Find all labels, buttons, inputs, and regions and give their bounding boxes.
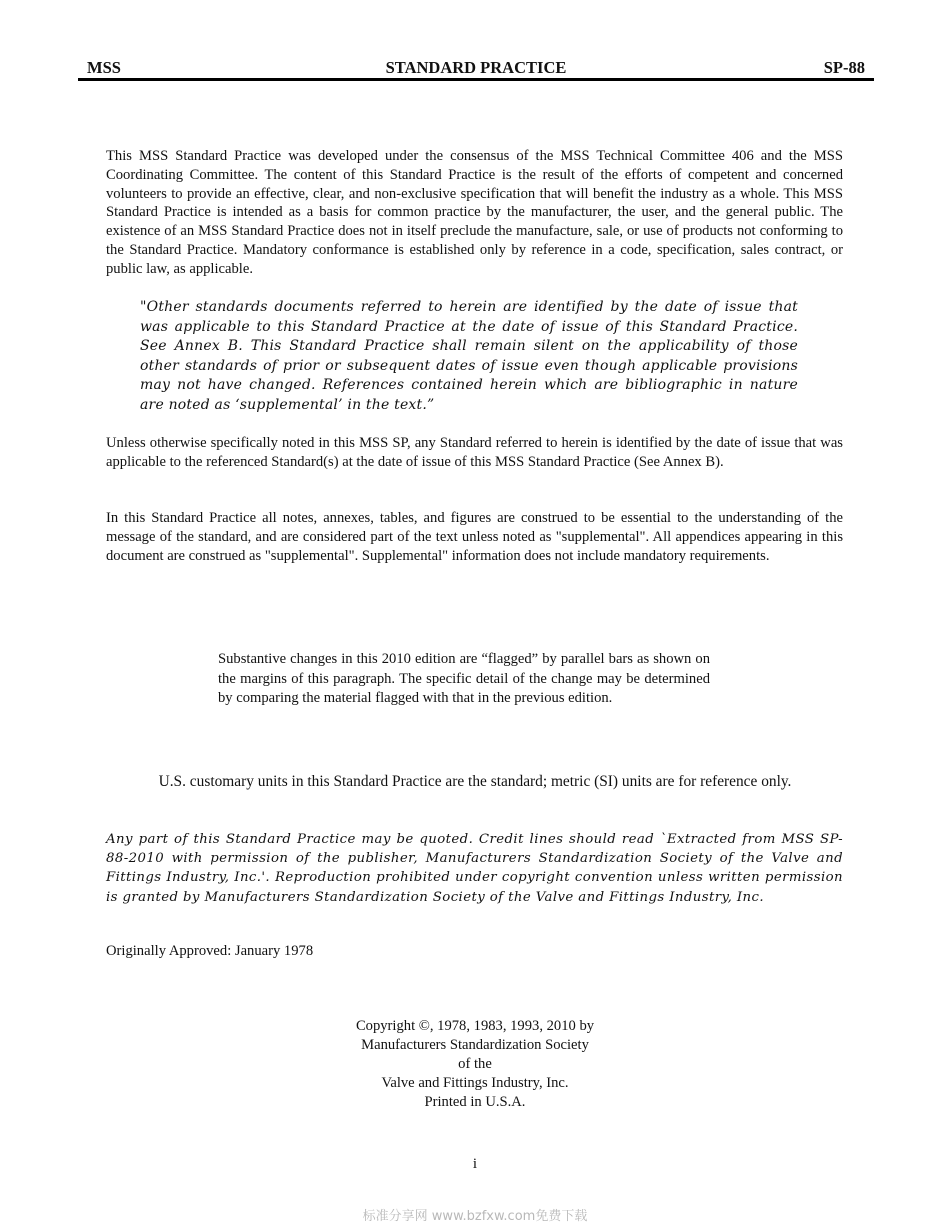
units-statement: U.S. customary units in this Standard Practice are the standard; metric (SI) units are for reference only.: [158, 773, 792, 790]
flagged-changes-paragraph: Substantive changes in this 2010 edition are “flagged” by parallel bars as shown on the margins of this paragraph. The specific detail of the change may be determined by comparing the material flagged with that in the previous edition.: [218, 651, 710, 707]
copyright-line: Manufacturers Standardization Society: [361, 1037, 589, 1053]
page-number: i: [472, 1156, 478, 1172]
header-organization: MSS: [87, 58, 121, 77]
copyright-line: Valve and Fittings Industry, Inc.: [381, 1075, 569, 1091]
copyright-line: Printed in U.S.A.: [424, 1094, 526, 1110]
header-document-number: SP-88: [823, 58, 865, 77]
approval-date: Originally Approved: January 1978: [106, 943, 314, 959]
intro-paragraph: This MSS Standard Practice was developed under the consensus of the MSS Technical Committee 406 and the MSS Coordinating Committee. The content of this Standard Practice is the result of the efforts of competent and concerned volunteers to provide an effective, clear, and non-exclusive specification that will benefit the industry as a whole. This MSS Standard Practice is intended as a basis for common practice by the manufacturer, the user, and the general public. The existence of an MSS Standard Practice does not in itself preclude the manufacture, sale, or use of products not conforming to the Standard Practice. Mandatory conformance is established only by reference in a code, specification, sales contract, or public law, as applicable.: [106, 148, 843, 277]
unless-noted-paragraph: Unless otherwise specifically noted in this MSS SP, any Standard referred to herein is identified by the date of issue that was applicable to the referenced Standard(s) at the date of issue of this MSS Standard Practice (See Annex B).: [106, 435, 843, 470]
page-header: [78, 56, 874, 81]
watermark: 标准分享网 www.bzfxw.com免费下载: [362, 1209, 588, 1224]
quotation-notice: Any part of this Standard Practice may be quoted. Credit lines should read `Extracted from MSS SP-88-2010 with permission of the publisher, Manufacturers Standardization Society of the Valve and Fittings Industry, Inc.'. Reproduction prohibited under copyright convention unless written permission is granted by Manufacturers Standardization Society of the Valve and Fittings Industry, Inc.: [106, 832, 843, 905]
standards-reference-quote: "Other standards documents referred to herein are identified by the date of issue that was applicable to this Standard Practice at the date of issue of this Standard Practice. See Annex B. This Standard Practice shall remain silent on the applicability of those other standards of prior or subsequent dates of issue even though applicable provisions may not have changed. References contained herein which are bibliographic in nature are noted as ‘supplemental’ in the text.”: [140, 299, 798, 413]
copyright-block: [0, 1017, 950, 1112]
header-title: STANDARD PRACTICE: [385, 58, 567, 77]
notes-annexes-paragraph: In this Standard Practice all notes, annexes, tables, and figures are construed to be essential to the understanding of the message of the standard, and are considered part of the text unless noted as "supplemental". All appendices appearing in this document are construed as "supplemental". Supplemental" information does not include mandatory requirements.: [106, 510, 843, 564]
copyright-line: Copyright ©, 1978, 1983, 1993, 2010 by: [355, 1018, 595, 1034]
copyright-line: of the: [458, 1056, 492, 1072]
